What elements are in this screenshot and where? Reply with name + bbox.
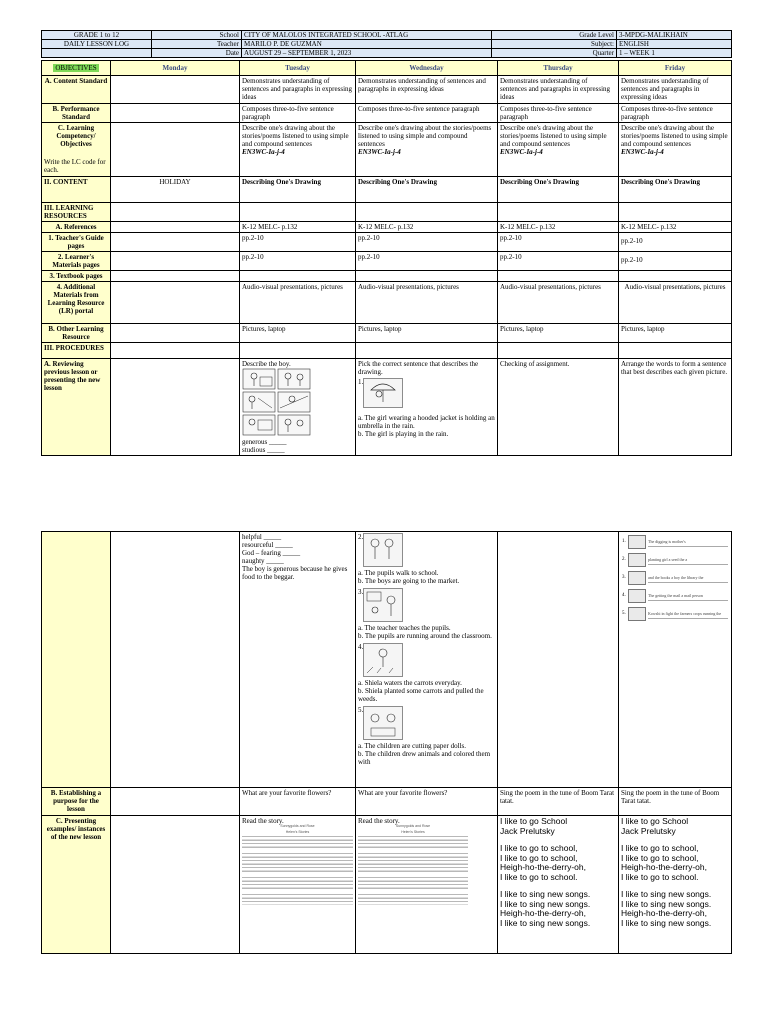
story-para-3-wed (358, 877, 468, 891)
examples-mon (111, 816, 240, 954)
worksheet-item-1-text: The digging is mother's (648, 538, 728, 547)
quarter-label: Quarter (492, 49, 617, 58)
content-tue: Describing One's Drawing (240, 177, 356, 203)
lm-fri: pp.2-10 (619, 252, 732, 271)
wed-item3-num: 3. (358, 588, 364, 596)
references-mon (111, 222, 240, 233)
tue-example-sentence: The boy is generous because he gives food to the beggar. (242, 565, 348, 581)
textbook-fri (619, 271, 732, 282)
log-title: DAILY LESSON LOG (42, 40, 152, 49)
purpose-thu: Sing the poem in the tune of Boom Tarat tatat. (498, 788, 619, 816)
wed-item4-b: b. Shiela planted some carrots and pulled the weeds. (358, 687, 484, 703)
story-para-3-tue (242, 877, 353, 891)
lm-row (42, 252, 732, 271)
examples-label: C. Presenting examples/ instances of the new lesson (42, 816, 111, 954)
poem-thu-s1-l3: Heigh-ho-the-derry-oh, (500, 862, 586, 872)
competency-fri: Describe one's drawing about the stories/poems listened to using simple and compound sentences (621, 124, 728, 148)
lesson-log-page-2 (41, 531, 731, 954)
tg-thu: pp.2-10 (498, 233, 619, 252)
poem-fri-s2-l1: I like to sing new songs. (621, 889, 712, 899)
lc-code-wed: EN3WC-Ia-j-4 (358, 148, 401, 156)
story-title-wed: Sunnygolds and Rose (395, 824, 431, 828)
poem-thu-s2-l2: I like to sing new songs. (500, 898, 591, 909)
grade-label: GRADE 1 to 12 (42, 31, 152, 40)
poem-fri-s1-l2: I like to go to school, (621, 852, 699, 863)
poem-fri-s2-l4: I like to sing new songs. (621, 917, 712, 928)
content-standard-fri: Demonstrates understanding of sentences and paragraphs in expressing ideas (619, 76, 732, 104)
resources-fri (619, 203, 732, 222)
procedures-fri (619, 343, 732, 359)
children-drawing-image (363, 706, 403, 740)
tg-wed: pp.2-10 (356, 233, 498, 252)
lr-thu: Audio-visual presentations, pictures (498, 282, 619, 324)
content-standard-tue: Demonstrates understanding of sentences and paragraphs in expressing ideas (240, 76, 356, 104)
other-fri: Pictures, laptop (619, 324, 732, 343)
arrange-words-worksheet (621, 533, 729, 625)
poem-author-thu: Jack Prelutsky (500, 825, 555, 836)
grade-level-label: Grade Level (492, 31, 617, 40)
resources-label: III. LEARNING RESOURCES (42, 203, 111, 222)
review-wed-item1-a: a. The girl wearing a hooded jacket is holding an umbrella in the rain. (358, 414, 495, 430)
teacher-label: Teacher (152, 40, 242, 49)
poem-fri-s2-l2: I like to sing new songs. (621, 898, 712, 909)
purpose-row (42, 788, 732, 816)
story-para-1-tue (242, 836, 353, 850)
textbook-row (42, 271, 732, 282)
purpose-fri: Sing the poem in the tune of Boom Tarat tatat. (619, 788, 732, 816)
tue-word-god-fearing: God – fearing _____ (242, 549, 301, 557)
friday-header: Friday (619, 61, 732, 76)
worksheet-item-5-text: Kowshi in fight the farmers crops running the (648, 610, 728, 619)
wed-item3-a: a. The teacher teaches the pupils. (358, 624, 451, 632)
lesson-table-1 (41, 60, 732, 456)
other-label: B. Other Learning Resource (42, 324, 111, 343)
monday-header: Monday (111, 61, 240, 76)
content-standard-thu: Demonstrates understanding of sentences and paragraphs in expressing ideas (498, 76, 619, 104)
review-continued-tue (240, 532, 356, 788)
tg-mon (111, 233, 240, 252)
performance-fri: Composes three-to-five sentence paragraph (619, 104, 732, 123)
lr-label: 4. Additional Materials from Learning Resource (LR) portal (42, 282, 111, 324)
worksheet-item-3 (622, 570, 728, 586)
story-text-tue (242, 825, 353, 905)
poem-thu-s1-l4: I like to go to school. (500, 871, 578, 882)
examples-row (42, 816, 732, 954)
review-continued-fri (619, 532, 732, 788)
content-mon: HOLIDAY (111, 177, 240, 203)
poem-fri-s1-l1: I like to go to school, (621, 843, 699, 853)
story-para-4-tue (242, 894, 353, 905)
thursday-header: Thursday (498, 61, 619, 76)
content-thu: Describing One's Drawing (498, 177, 619, 203)
wed-item4-a: a. Shiela waters the carrots everyday. (358, 679, 462, 687)
grade-level-value: 3-MPDG-MALIKHAIN (617, 31, 732, 40)
performance-mon (111, 104, 240, 123)
lm-mon (111, 252, 240, 271)
subject-label: Subject: (492, 40, 617, 49)
poem-thu (500, 817, 616, 928)
content-wed: Describing One's Drawing (356, 177, 498, 203)
purpose-wed: What are your favorite flowers? (356, 788, 498, 816)
worksheet-item-3-num: 3. (622, 575, 626, 580)
wed-item3-b: b. The pupils are running around the classroom. (358, 632, 492, 640)
purpose-tue: What are your favorite flowers? (240, 788, 356, 816)
wed-item5-b: b. The children drew animals and colored them with (358, 750, 491, 766)
review-tue-word-1: generous _____ (242, 438, 287, 446)
worksheet-item-1 (622, 534, 728, 550)
review-continued-wed (356, 532, 498, 788)
worksheet-item-2-text: planting girl a seed the a (648, 556, 728, 565)
review-wed-item1-num: 1. (358, 378, 364, 386)
lesson-log-page-1 (41, 30, 731, 456)
examples-thu-cell (498, 816, 619, 954)
worksheet-item-3-picture (628, 571, 646, 585)
worksheet-item-2 (622, 552, 728, 568)
tg-row (42, 233, 732, 252)
tg-fri: pp.2-10 (619, 233, 732, 252)
story-para-4-wed (358, 894, 468, 905)
review-wed-item1-b: b. The girl is playing in the rain. (358, 430, 449, 438)
lc-code-fri: EN3WC-Ia-j-4 (621, 148, 664, 156)
performance-wed: Composes three-to-five sentence paragraph (356, 104, 498, 123)
story-text-wed (358, 825, 468, 905)
competency-fri-cell (619, 123, 732, 177)
worksheet-item-4-text: The getting the mail a mail person (648, 592, 728, 601)
purpose-label: B. Establishing a purpose for the lesson (42, 788, 111, 816)
worksheet-item-5-picture (628, 607, 646, 621)
story-author-tue: Helen's Stories (285, 829, 310, 834)
story-title-tue: Sunnygolds and Rose (280, 824, 315, 828)
lr-mon (111, 282, 240, 324)
competency-tue-cell (240, 123, 356, 177)
tg-tue: pp.2-10 (240, 233, 356, 252)
competency-label-cell (42, 123, 111, 177)
resources-wed (356, 203, 498, 222)
subject-value: ENGLISH (617, 40, 732, 49)
competency-note: Write the LC code for each. (44, 158, 106, 174)
review-fri: Arrange the words to form a sentence that best describes each given picture. (619, 359, 732, 456)
examples-tue: Read the story. (242, 817, 284, 825)
textbook-label: 3. Textbook pages (42, 271, 111, 282)
wed-item2-num: 2. (358, 533, 364, 541)
review-thu: Checking of assignment. (498, 359, 619, 456)
procedures-label: III. PROCEDURES (42, 343, 111, 359)
examples-wed-cell (356, 816, 498, 954)
teacher-value: MARILO P. DE GUZMAN (242, 40, 492, 49)
content-standard-mon (111, 76, 240, 104)
worksheet-item-1-num: 1. (622, 539, 626, 544)
lc-code-thu: EN3WC-Ia-j-4 (500, 148, 543, 156)
competency-thu-cell (498, 123, 619, 177)
content-standard-row (42, 76, 732, 104)
procedures-tue (240, 343, 356, 359)
examples-fri-cell (619, 816, 732, 954)
textbook-thu (498, 271, 619, 282)
examples-wed: Read the story. (358, 817, 400, 825)
worksheet-item-1-picture (628, 535, 646, 549)
procedures-thu (498, 343, 619, 359)
lm-thu: pp.2-10 (498, 252, 619, 271)
objectives-label: OBJECTIVES (55, 64, 97, 72)
poem-thu-s1-l2: I like to go to school, (500, 852, 578, 863)
review-continued-label (42, 532, 111, 788)
resources-thu (498, 203, 619, 222)
wed-item5-num: 5. (358, 706, 364, 714)
lr-fri: Audio-visual presentations, pictures (619, 282, 732, 324)
purpose-mon (111, 788, 240, 816)
wed-item2-a: a. The pupils walk to school. (358, 569, 439, 577)
wed-item2-b: b. The boys are going to the market. (358, 577, 460, 585)
references-wed: K-12 MELC- p.132 (356, 222, 498, 233)
poem-title-fri: I like to go School (621, 816, 689, 826)
story-para-2-wed (358, 853, 468, 874)
competency-tue: Describe one's drawing about the stories/poems listened to using simple and compound sentences (242, 124, 349, 148)
resources-mon (111, 203, 240, 222)
lr-wed: Audio-visual presentations, pictures (356, 282, 498, 324)
poem-title-thu: I like to go School (500, 816, 568, 826)
story-para-1-wed (358, 836, 468, 850)
other-tue: Pictures, laptop (240, 324, 356, 343)
tue-word-helpful: helpful _____ (242, 533, 282, 541)
boy-pictures-image (242, 368, 350, 436)
tue-word-resourceful: resourceful _____ (242, 541, 293, 549)
poem-thu-s2-l4: I like to sing new songs. (500, 917, 591, 928)
lc-code-tue: EN3WC-Ia-j-4 (242, 148, 285, 156)
poem-fri-s1-l4: I like to go to school. (621, 871, 699, 882)
textbook-wed (356, 271, 498, 282)
girl-garden-image (363, 643, 403, 677)
review-tue: Describe the boy. (242, 360, 291, 368)
worksheet-item-4 (622, 588, 728, 604)
lm-wed: pp.2-10 (356, 252, 498, 271)
day-header-row (42, 61, 732, 76)
references-tue: K-12 MELC- p.132 (240, 222, 356, 233)
date-value: AUGUST 29 – SEPTEMBER 1, 2023 (242, 49, 492, 58)
quarter-value: 1 – WEEK 1 (617, 49, 732, 58)
lesson-table-2 (41, 531, 732, 954)
performance-label: B. Performance Standard (42, 104, 111, 123)
other-thu: Pictures, laptop (498, 324, 619, 343)
wed-item4-num: 4. (358, 643, 364, 651)
poem-fri (621, 817, 729, 928)
review-continued-mon (111, 532, 240, 788)
poem-thu-s1-l1: I like to go to school, (500, 843, 578, 853)
content-row (42, 177, 732, 203)
performance-tue: Composes three-to-five sentence paragraph (240, 104, 356, 123)
header-table (41, 30, 732, 58)
worksheet-item-5 (622, 606, 728, 622)
content-label: II. CONTENT (42, 177, 111, 203)
references-row (42, 222, 732, 233)
competency-wed: Describe one's drawing about the stories/poems listened to using simple and compound sentences (358, 124, 492, 148)
procedures-mon (111, 343, 240, 359)
worksheet-item-4-picture (628, 589, 646, 603)
content-fri: Describing One's Drawing (619, 177, 732, 203)
competency-label: C. Learning Competency/ Objectives (56, 124, 96, 148)
tuesday-header: Tuesday (240, 61, 356, 76)
resources-tue (240, 203, 356, 222)
school-value: CITY OF MALOLOS INTEGRATED SCHOOL -ATLAG (242, 31, 492, 40)
story-author-wed: Helen's Stories (401, 829, 425, 834)
review-mon (111, 359, 240, 456)
review-continued-row (42, 532, 732, 788)
references-thu: K-12 MELC- p.132 (498, 222, 619, 233)
poem-fri-s1-l3: Heigh-ho-the-derry-oh, (621, 862, 707, 872)
performance-row (42, 104, 732, 123)
wednesday-header: Wednesday (356, 61, 498, 76)
other-wed: Pictures, laptop (356, 324, 498, 343)
competency-mon (111, 123, 240, 177)
review-tue-cell (240, 359, 356, 456)
performance-thu: Composes three-to-five sentence paragraph (498, 104, 619, 123)
competency-row (42, 123, 732, 177)
pupils-walk-image (363, 533, 403, 567)
tg-label: 1. Teacher's Guide pages (42, 233, 111, 252)
worksheet-item-2-picture (628, 553, 646, 567)
lr-row (42, 282, 732, 324)
objectives-header (42, 61, 111, 76)
worksheet-item-2-num: 2. (622, 557, 626, 562)
lr-tue: Audio-visual presentations, pictures (240, 282, 356, 324)
girl-umbrella-image (363, 378, 403, 408)
textbook-tue (240, 271, 356, 282)
tue-word-naughty: naughty _____ (242, 557, 284, 565)
review-continued-thu (498, 532, 619, 788)
school-label: School (152, 31, 242, 40)
worksheet-item-4-num: 4. (622, 593, 626, 598)
textbook-mon (111, 271, 240, 282)
lm-tue: pp.2-10 (240, 252, 356, 271)
references-label: A. References (42, 222, 111, 233)
worksheet-item-3-text: and the books a boy the library the (648, 574, 728, 583)
wed-item5-a: a. The children are cutting paper dolls. (358, 742, 466, 750)
poem-fri-s2-l3: Heigh-ho-the-derry-oh, (621, 908, 707, 918)
content-standard-label: A. Content Standard (42, 76, 111, 104)
poem-thu-s2-l3: Heigh-ho-the-derry-oh, (500, 908, 586, 918)
content-standard-wed: Demonstrates understanding of sentences and paragraphs in expressing ideas (356, 76, 498, 104)
review-tue-word-2: studious _____ (242, 446, 285, 454)
poem-thu-s2-l1: I like to sing new songs. (500, 889, 591, 899)
date-label: Date (152, 49, 242, 58)
review-wed-cell (356, 359, 498, 456)
examples-tue-cell (240, 816, 356, 954)
references-fri: K-12 MELC- p.132 (619, 222, 732, 233)
other-row (42, 324, 732, 343)
resources-row (42, 203, 732, 222)
poem-author-fri: Jack Prelutsky (621, 825, 676, 836)
review-wed: Pick the correct sentence that describes the drawing. (358, 360, 479, 376)
lm-label: 2. Learner's Materials pages (42, 252, 111, 271)
competency-thu: Describe one's drawing about the stories/poems listened to using simple and compound sentences (500, 124, 607, 148)
procedures-wed (356, 343, 498, 359)
logo-blank (42, 49, 152, 58)
review-row (42, 359, 732, 456)
procedures-row (42, 343, 732, 359)
other-mon (111, 324, 240, 343)
review-label: A. Reviewing previous lesson or presenting the new lesson (42, 359, 111, 456)
competency-wed-cell (356, 123, 498, 177)
teacher-pupils-image (363, 588, 403, 622)
worksheet-item-5-num: 5. (622, 611, 626, 616)
story-para-2-tue (242, 853, 353, 874)
